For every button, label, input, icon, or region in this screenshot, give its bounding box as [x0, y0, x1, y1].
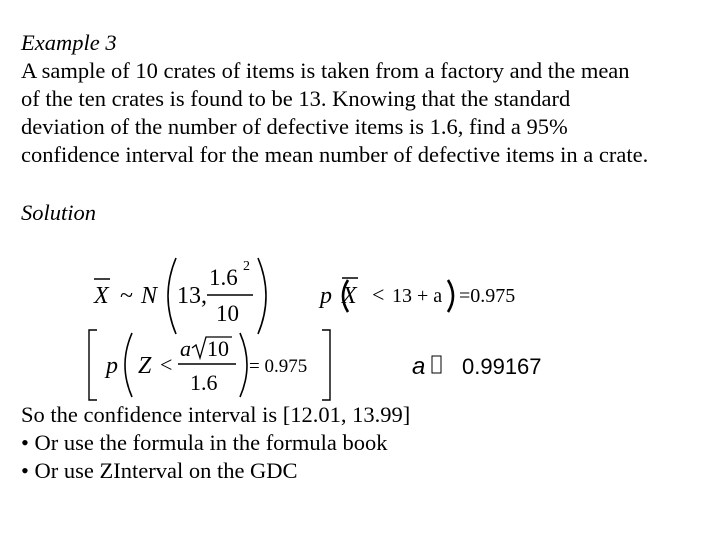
xbar-symbol: X	[342, 283, 357, 309]
problem-line-4: confidence interval for the mean number of defective items in a crate.	[21, 142, 649, 167]
a-symbol: a	[412, 353, 426, 380]
problem-line-2: of the ten crates is found to be 13. Knowing that the standard	[21, 86, 571, 111]
z-symbol: Z	[138, 353, 152, 379]
problem-line-1: A sample of 10 crates of items is taken from a factory and the mean	[21, 58, 630, 83]
right-bracket	[322, 330, 330, 400]
less-than-symbol: <	[160, 352, 173, 377]
conclusion-line: So the confidence interval is [12.01, 13.99]	[21, 402, 411, 427]
normal-symbol: N	[141, 283, 158, 309]
distribution-formula	[93, 258, 266, 334]
mean-value: 13,	[177, 283, 207, 309]
prob-symbol: p	[320, 283, 332, 309]
problem-line-3: deviation of the number of defective items is 1.6, find a 95%	[21, 114, 568, 139]
missing-glyph-icon	[432, 356, 441, 373]
sqrt-argument: 10	[207, 336, 229, 361]
right-paren	[448, 280, 453, 312]
probability-formula-2	[89, 330, 330, 400]
tilde-symbol: ~	[120, 283, 133, 309]
variance-numerator: 1.6	[209, 265, 238, 290]
right-paren	[240, 333, 247, 397]
a-symbol: a	[180, 336, 191, 361]
fraction-denominator: 1.6	[190, 370, 218, 395]
xbar-symbol: X	[94, 283, 109, 309]
right-paren	[258, 258, 266, 334]
left-paren	[168, 258, 176, 334]
probability-formula-1	[318, 278, 515, 312]
prob-symbol: p	[106, 353, 118, 379]
upper-bound: 13 + a	[392, 285, 443, 307]
less-than-symbol: <	[372, 282, 385, 307]
probability-value: =0.975	[459, 285, 516, 307]
bullet-formula-book: • Or use the formula in the formula book	[21, 430, 388, 455]
result-formula	[412, 353, 542, 380]
variance-exponent: 2	[243, 259, 250, 274]
a-value: 0.99167	[462, 354, 542, 379]
left-bracket	[89, 330, 97, 400]
example-heading: Example 3	[21, 30, 117, 55]
variance-denominator: 10	[216, 301, 239, 326]
bullet-gdc: • Or use ZInterval on the GDC	[21, 458, 298, 483]
left-paren	[125, 333, 132, 397]
solution-heading: Solution	[21, 200, 97, 225]
probability-value: = 0.975	[249, 356, 308, 377]
